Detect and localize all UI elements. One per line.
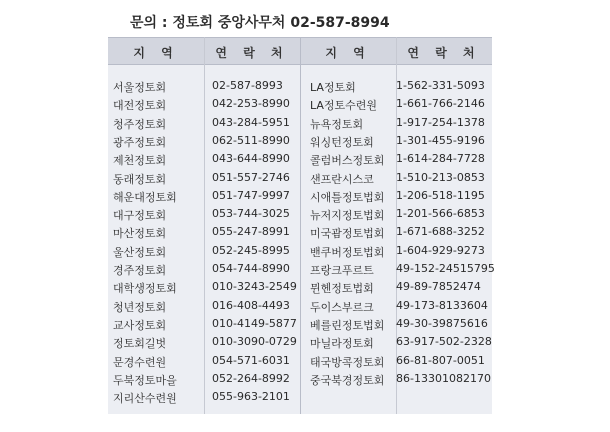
phone-number: 1-562-331-5093 (396, 79, 485, 92)
phone-number: 051-747-9997 (212, 188, 290, 202)
table-row (113, 189, 293, 208)
region-name: 제천정토회 (113, 154, 167, 168)
region-name: 태국방콕정토회 (310, 355, 385, 369)
table-row (310, 116, 490, 135)
region-name: 지리산수련원 (113, 392, 177, 406)
region-name: 샌프란시스코 (310, 172, 374, 186)
table-row (113, 280, 297, 299)
region-name: 뮌헨정토법회 (310, 282, 374, 296)
region-name: 광주정토회 (113, 135, 167, 149)
phone-number: 051-557-2746 (212, 170, 290, 184)
phone-number: 052-245-8995 (212, 243, 290, 257)
table-row (310, 225, 490, 244)
region-name: 워싱턴정토회 (310, 135, 374, 149)
phone-number: 1-201-566-6853 (396, 207, 485, 221)
table-row (310, 262, 495, 281)
region-name: 대학생정토회 (113, 282, 177, 296)
phone-number: 055-247-8991 (212, 225, 290, 239)
region-name: 교사정토회 (113, 318, 167, 332)
region-name: 프랑크푸르트 (310, 264, 374, 277)
table-row (310, 97, 490, 116)
region-name: LA정토회 (310, 81, 356, 94)
table-row (310, 354, 490, 373)
region-name: 시애틀정토법회 (310, 190, 385, 204)
header-contact-left: 연 락 처 (215, 46, 289, 60)
region-name: 뉴저지정토법회 (310, 209, 385, 223)
table-row (310, 189, 490, 208)
table-row (310, 134, 490, 153)
region-name: 동래정토회 (113, 172, 167, 186)
table-row (113, 152, 293, 171)
phone-number: 016-408-4493 (212, 298, 290, 312)
table-row (113, 390, 293, 409)
phone-number: 055-963-2101 (212, 390, 290, 404)
region-name: 청년정토회 (113, 300, 167, 314)
phone-number: 1-206-518-1195 (396, 188, 485, 202)
phone-number: 49-152-24515795 (396, 262, 495, 275)
phone-number: 054-571-6031 (212, 353, 290, 367)
phone-number: 062-511-8990 (212, 133, 290, 147)
table-row (113, 134, 293, 153)
phone-number: 66-81-807-0051 (396, 353, 485, 367)
region-name: 문경수련원 (113, 355, 167, 369)
table-row (310, 335, 490, 354)
phone-number: 010-4149-5877 (212, 316, 297, 330)
region-name: 중국북경정토회 (310, 373, 385, 387)
phone-number: 054-744-8990 (212, 262, 290, 275)
phone-number: 053-744-3025 (212, 207, 290, 221)
phone-number: 1-917-254-1378 (396, 115, 485, 129)
table-row (113, 335, 297, 354)
table-row (310, 152, 490, 171)
region-name: 두이스부르크 (310, 300, 374, 314)
table-row (113, 262, 293, 281)
header-region-left: 지 역 (133, 46, 179, 60)
phone-number: 1-661-766-2146 (396, 97, 485, 111)
region-name: 마닐라정토회 (310, 337, 374, 351)
table-row (113, 97, 293, 116)
region-name: 청주정토회 (113, 117, 167, 131)
region-name: 대전정토회 (113, 99, 167, 113)
phone-number: 49-173-8133604 (396, 298, 488, 312)
region-name: 베를린정토법회 (310, 318, 385, 332)
phone-number: 043-284-5951 (212, 115, 290, 129)
region-name: 해운대정토회 (113, 190, 177, 204)
table-row (113, 79, 293, 98)
region-name: 울산정토회 (113, 245, 167, 259)
region-name: 밴쿠버정토법회 (310, 245, 385, 259)
table-row (113, 316, 297, 336)
table-row (113, 299, 293, 318)
page-title: 문의 : 정토회 중앙사무처 02-587-8994 (130, 15, 390, 31)
table-row (310, 317, 490, 336)
region-name: 콜럼버스정토회 (310, 154, 385, 168)
table-row (113, 171, 293, 190)
region-name: 경주정토회 (113, 264, 167, 277)
region-name: 미국괌정토법회 (310, 227, 385, 241)
header-region-right: 지 역 (325, 46, 371, 60)
region-name: 대구정토회 (113, 209, 167, 223)
region-name: LA정토수련원 (310, 99, 378, 113)
region-name: 정토회길벗 (113, 337, 167, 351)
phone-number: 86-13301082170 (396, 371, 491, 385)
table-row (310, 244, 490, 263)
phone-number: 1-671-688-3252 (396, 225, 485, 239)
table-row (113, 372, 293, 391)
column-divider (300, 37, 301, 414)
region-name: 뉴욕정토회 (310, 117, 364, 131)
phone-number: 043-644-8990 (212, 152, 290, 166)
region-name: 서울정토회 (113, 81, 167, 94)
table-row (113, 354, 293, 373)
region-name: 마산정토회 (113, 227, 167, 241)
table-row (310, 171, 490, 190)
phone-number: 1-604-929-9273 (396, 243, 485, 257)
phone-number: 1-301-455-9196 (396, 133, 485, 147)
table-row (310, 79, 490, 98)
table-row (310, 299, 490, 318)
table-row (113, 225, 293, 244)
phone-number: 052-264-8992 (212, 371, 290, 385)
phone-number: 010-3243-2549 (212, 280, 297, 294)
phone-number: 1-614-284-7728 (396, 152, 485, 166)
phone-number: 49-89-7852474 (396, 280, 481, 294)
phone-number: 042-253-8990 (212, 97, 290, 111)
phone-number: 010-3090-0729 (212, 335, 297, 349)
table-row (310, 207, 490, 226)
header-contact-right: 연 락 처 (407, 46, 481, 60)
phone-number: 02-587-8993 (212, 79, 283, 92)
table-row (310, 280, 490, 299)
phone-number: 63-917-502-2328 (396, 335, 492, 349)
phone-number: 49-30-39875616 (396, 316, 488, 330)
contact-table (108, 37, 495, 414)
table-row (310, 372, 490, 391)
table-row (113, 244, 293, 263)
table-row (113, 207, 293, 226)
phone-number: 1-510-213-0853 (396, 170, 485, 184)
table-row (113, 116, 293, 135)
region-name: 두북정토마을 (113, 373, 177, 387)
